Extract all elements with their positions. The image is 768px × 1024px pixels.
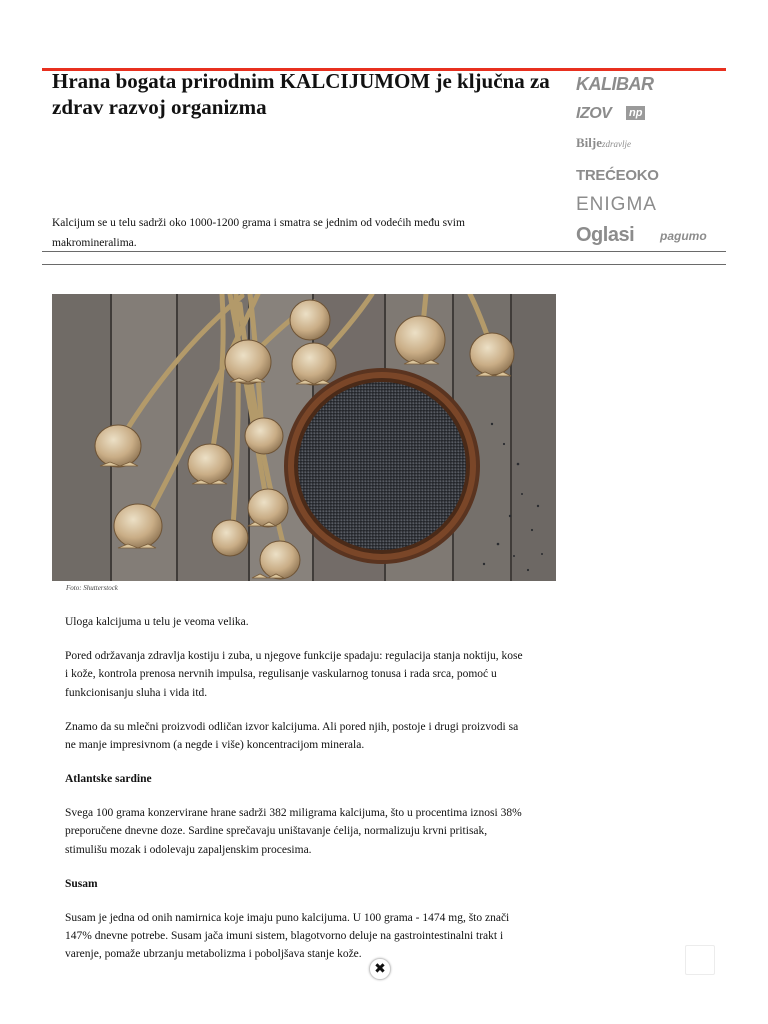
brand-treceoko-logo[interactable]: TREĆEOKO [576,167,659,184]
brand-izov-logo[interactable]: IZOV [576,105,612,122]
poppy-seeds-illustration [52,294,556,581]
paragraph-2: Pored održavanja zdravlja kostiju i zuba, u njegove funkcije spadaju: regulacija stanja noktiju, kose i kože, kontrola prenosa nervnih impulsa, regulisanje vaskularnog tonusa i rada srca, pomoć u funkcionisanju sluha i vida itd. [65,650,523,699]
paragraph-5: Susam je jedna od onih namirnica koje imaju puno kalcijuma. U 100 grama - 1474 mg, što znači 147% dnevne potrebe. Susam jača imuni sistem, blagotvorno deluje na gastrointestinalni trakt i varenje, pomaže ubrzanju metabolizma i poboljšava stanje kože. [65,911,510,961]
brand-bilje-zdravlje-logo[interactable] [576,135,631,151]
close-button[interactable] [369,958,391,980]
brand-np-logo[interactable]: np [626,106,645,120]
brand-enigma-logo[interactable]: ENIGMA [576,194,657,215]
subheading-sesame: Susam [65,877,98,890]
close-icon: ✖ [374,961,386,977]
paragraph-4: Svega 100 grama konzervirane hrane sadrži 382 miligrama kalcijuma, što u procentima iznosi 38% preporučene dnevne doze. Sardine sprečavaju uništavanje ćelija, normalizuju krvni pritisak, stimulišu mozak i odolevaju zapaljenskim procesima. [65,807,522,856]
paragraph-3: Znamo da su mlečni proizvodi odličan izvor kalcijuma. Ali pored njih, postoje i drugi proizvodi sa ne manje impresivnom (a negde i više) koncentracijom minerala. [65,720,519,752]
divider-top [42,251,726,252]
brand-oglasi-logo[interactable]: Oglasi [576,224,635,246]
brand-zdravlje-word: zdravlje [602,139,631,149]
seed-bowl [284,368,480,564]
article-photo [52,294,556,581]
article-title: Hrana bogata prirodnim KALCIJUMOM je ključna za zdrav razvoj organizma [52,69,550,119]
photo-caption: Foto: Shutterstock [66,584,118,592]
paragraph-1: Uloga kalcijuma u telu je veoma velika. [65,616,249,628]
divider-bottom [42,264,726,265]
article-lead: Kalcijum se u telu sadrži oko 1000-1200 grama i smatra se jednim od vodećih među svim makromineralima. [52,217,465,249]
brand-kalibar-logo[interactable]: KALIBAR [576,74,654,94]
scroll-top-placeholder[interactable] [685,945,715,975]
subheading-sardines: Atlantske sardine [65,773,152,786]
brand-pagumo-logo[interactable]: pagumo [660,229,707,243]
article-body [65,613,527,963]
brand-bilje-word: Bilje [576,135,602,150]
